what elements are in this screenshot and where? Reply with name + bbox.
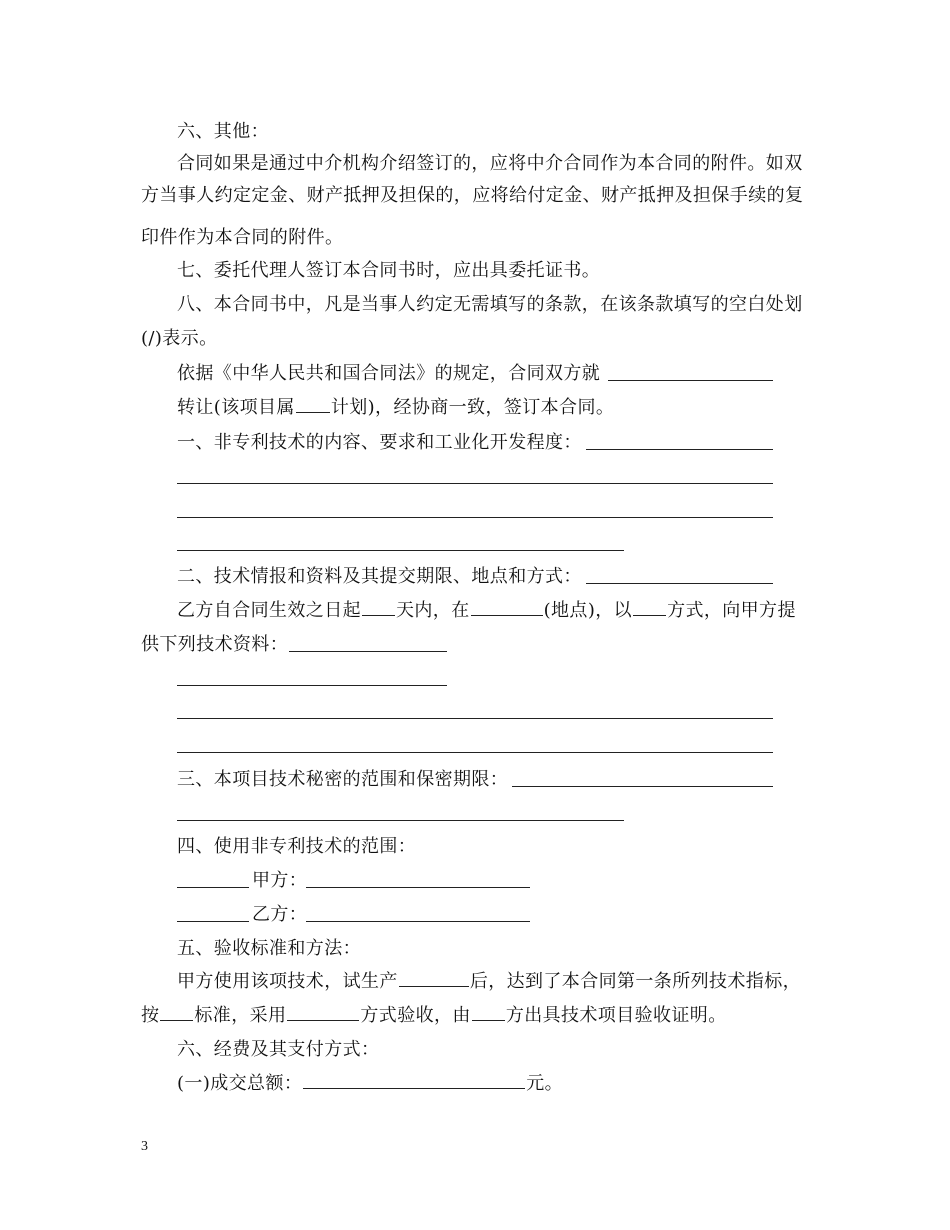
blank-field[interactable] — [472, 1005, 505, 1021]
blank-field[interactable] — [287, 1005, 359, 1021]
blank-field[interactable] — [399, 971, 469, 987]
contract-basis-text: 依据《中华人民共和国合同法》的规定，合同双方就 — [177, 363, 601, 384]
blank-field[interactable] — [177, 517, 773, 518]
section-8-line: 八、本合同书中，凡是当事人约定无需填写的条款，在该条款填写的空白处划 — [177, 294, 803, 315]
section-3-heading: 三、本项目技术秘密的范围和保密期限： — [177, 769, 509, 790]
blank-field[interactable] — [177, 685, 447, 686]
blank-field[interactable] — [289, 651, 447, 652]
blank-field[interactable] — [586, 449, 773, 450]
blank-field[interactable] — [177, 887, 249, 888]
text: 方式，向甲方提 — [667, 600, 796, 621]
paragraph-line: 合同如果是通过中介机构介绍签订的，应将中介合同作为本合同的附件。如双 — [177, 153, 803, 174]
paragraph-line: 印件作为本合同的附件。 — [141, 227, 344, 248]
acceptance-method-line — [141, 1004, 727, 1028]
text: 后，达到了本合同第一条所列技术指标， — [469, 971, 802, 992]
party-a-label: 甲方： — [252, 870, 308, 891]
page-number: 3 — [141, 1139, 148, 1154]
blank-field[interactable] — [471, 600, 543, 616]
paragraph-line: 方当事人约定定金、财产抵押及担保的，应将给付定金、财产抵押及担保手续的复 — [141, 185, 804, 206]
blank-field[interactable] — [306, 921, 530, 922]
blank-field[interactable] — [633, 600, 666, 616]
section-5-heading: 五、验收标准和方法： — [177, 938, 361, 959]
text: 标准，采用 — [194, 1005, 287, 1026]
blank-field[interactable] — [362, 600, 395, 616]
party-b-label: 乙方： — [252, 904, 308, 925]
text: 方出具技术项目验收证明。 — [505, 1005, 727, 1026]
blank-field[interactable] — [303, 1073, 525, 1089]
blank-field[interactable] — [177, 718, 773, 719]
blank-field[interactable] — [177, 483, 773, 484]
delivery-terms-line — [177, 599, 796, 623]
text: (一)成交总额： — [177, 1073, 303, 1094]
tech-materials-line: 供下列技术资料： — [141, 634, 289, 655]
text: 元。 — [526, 1073, 564, 1094]
blank-field[interactable] — [177, 820, 624, 821]
blank-field[interactable] — [512, 786, 773, 787]
blank-field[interactable] — [306, 887, 530, 888]
blank-field[interactable] — [608, 380, 773, 381]
text: 天内，在 — [396, 600, 470, 621]
section-6-payment-heading: 六、经费及其支付方式： — [177, 1039, 380, 1060]
paragraph-line: (/)表示。 — [141, 328, 218, 349]
blank-field[interactable] — [586, 583, 773, 584]
section-7-line: 七、委托代理人签订本合同书时，应出具委托证书。 — [177, 260, 601, 281]
text: 转让(该项目属 — [177, 397, 295, 418]
acceptance-line — [177, 970, 801, 994]
text: 按 — [141, 1005, 160, 1026]
text: (地点)，以 — [543, 600, 633, 621]
text: 甲方使用该项技术，试生产 — [177, 971, 398, 992]
blank-field[interactable] — [296, 397, 330, 413]
total-amount-line — [177, 1072, 563, 1096]
text: 方式验收，由 — [360, 1005, 471, 1026]
text: 计划)，经协商一致，签订本合同。 — [330, 397, 615, 418]
contract-basis-line — [177, 362, 600, 386]
blank-field[interactable] — [177, 921, 249, 922]
section-4-heading: 四、使用非专利技术的范围： — [177, 836, 417, 857]
section-1-heading: 一、非专利技术的内容、要求和工业化开发程度： — [177, 432, 582, 453]
blank-field[interactable] — [160, 1005, 193, 1021]
section-2-heading: 二、技术情报和资料及其提交期限、地点和方式： — [177, 566, 582, 587]
section-6-other-heading: 六、其他： — [177, 121, 269, 142]
text: 乙方自合同生效之日起 — [177, 600, 361, 621]
project-transfer-line — [177, 396, 614, 420]
blank-field[interactable] — [177, 550, 624, 551]
blank-field[interactable] — [177, 752, 773, 753]
